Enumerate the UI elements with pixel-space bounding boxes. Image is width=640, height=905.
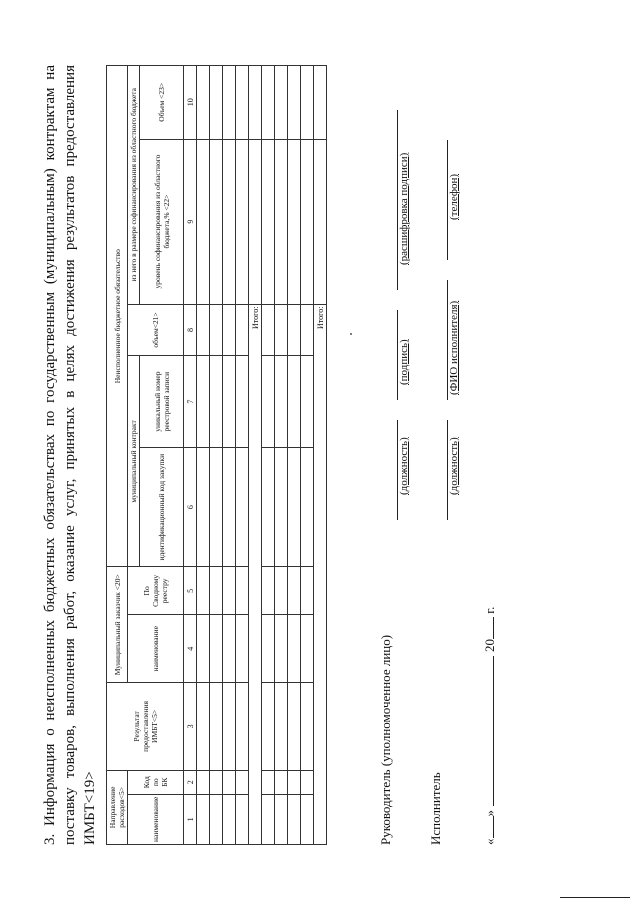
head-decode-caption: (расшифровка подписи): [398, 152, 410, 265]
col-number: 2: [184, 770, 197, 794]
head-label: Руководитель (уполномоченное лицо): [378, 634, 393, 845]
table-row: [210, 66, 223, 845]
col-number: 4: [184, 615, 197, 683]
scan-speck: [350, 333, 352, 335]
header-cofin: из него в размере софинансирования из областного бюджета: [128, 66, 140, 305]
total-label: Итого:: [314, 304, 327, 844]
exec-fio-caption: (ФИО исполнителя): [448, 300, 460, 395]
col-number: 8: [184, 304, 197, 356]
header-code-bk: Код по БК: [128, 770, 184, 794]
date-line: [482, 607, 498, 845]
header-cofin-level: уровень софинансирования из областного бюджета,% <22>: [140, 139, 184, 304]
table-row: [262, 66, 275, 845]
col-number: 9: [184, 139, 197, 304]
header-name: наименование: [128, 794, 184, 844]
col-number: 3: [184, 683, 197, 771]
header-unfulfilled: Неисполненное бюджетное обязательство: [107, 66, 128, 567]
header-volume: объем<21>: [128, 304, 184, 356]
exec-phone-caption: (телефон): [448, 173, 460, 220]
table-row: [301, 66, 314, 845]
head-position-caption: (должность): [398, 437, 410, 495]
exec-position-caption: (должность): [448, 437, 460, 495]
total-row: [249, 66, 262, 845]
date-year-suffix: г.: [482, 606, 497, 614]
header-customer: Муниципальный заказчик <20>: [107, 567, 128, 683]
date-year-prefix: 20: [482, 639, 497, 652]
table-row: [288, 66, 301, 845]
head-sign-caption: (подпись): [398, 339, 410, 385]
table-row: [275, 66, 288, 845]
header-contract: муниципальный контракт: [128, 356, 140, 567]
obligations-table: [106, 65, 327, 845]
date-close-quote: »: [482, 810, 497, 817]
header-cofin-volume: Объем <23>: [140, 66, 184, 140]
col-number: 1: [184, 794, 197, 844]
scan-edge-line: [560, 897, 630, 898]
header-customer-registry: По Сводному реестру: [128, 567, 184, 615]
table-row: [223, 66, 236, 845]
col-number: 6: [184, 447, 197, 567]
date-open-quote: «: [482, 838, 497, 845]
exec-label: Исполнитель: [428, 772, 443, 845]
total-row: [314, 66, 327, 845]
header-contract-code: идентификационный код закупки: [140, 447, 184, 567]
header-result: Результат предоставления ИМБТ<5>: [107, 683, 184, 771]
col-number: 5: [184, 567, 197, 615]
header-contract-registry: уникальный номер реестровой записи: [140, 356, 184, 448]
table-row: [197, 66, 210, 845]
col-number: 10: [184, 66, 197, 140]
col-number: 7: [184, 356, 197, 448]
table-row: [236, 66, 249, 845]
header-direction: Направление расходов<5>: [107, 770, 128, 844]
section-heading: 3. Информация о неисполненных бюджетных обязательствах по государственным (муниципальным) контрактам на поставку товаров, выполнения работ, оказание услуг, принятых в целях достижения результатов предоставления ИМБТ<19>: [42, 65, 98, 845]
total-label: Итого:: [249, 304, 262, 844]
header-customer-name: наименование: [128, 615, 184, 683]
